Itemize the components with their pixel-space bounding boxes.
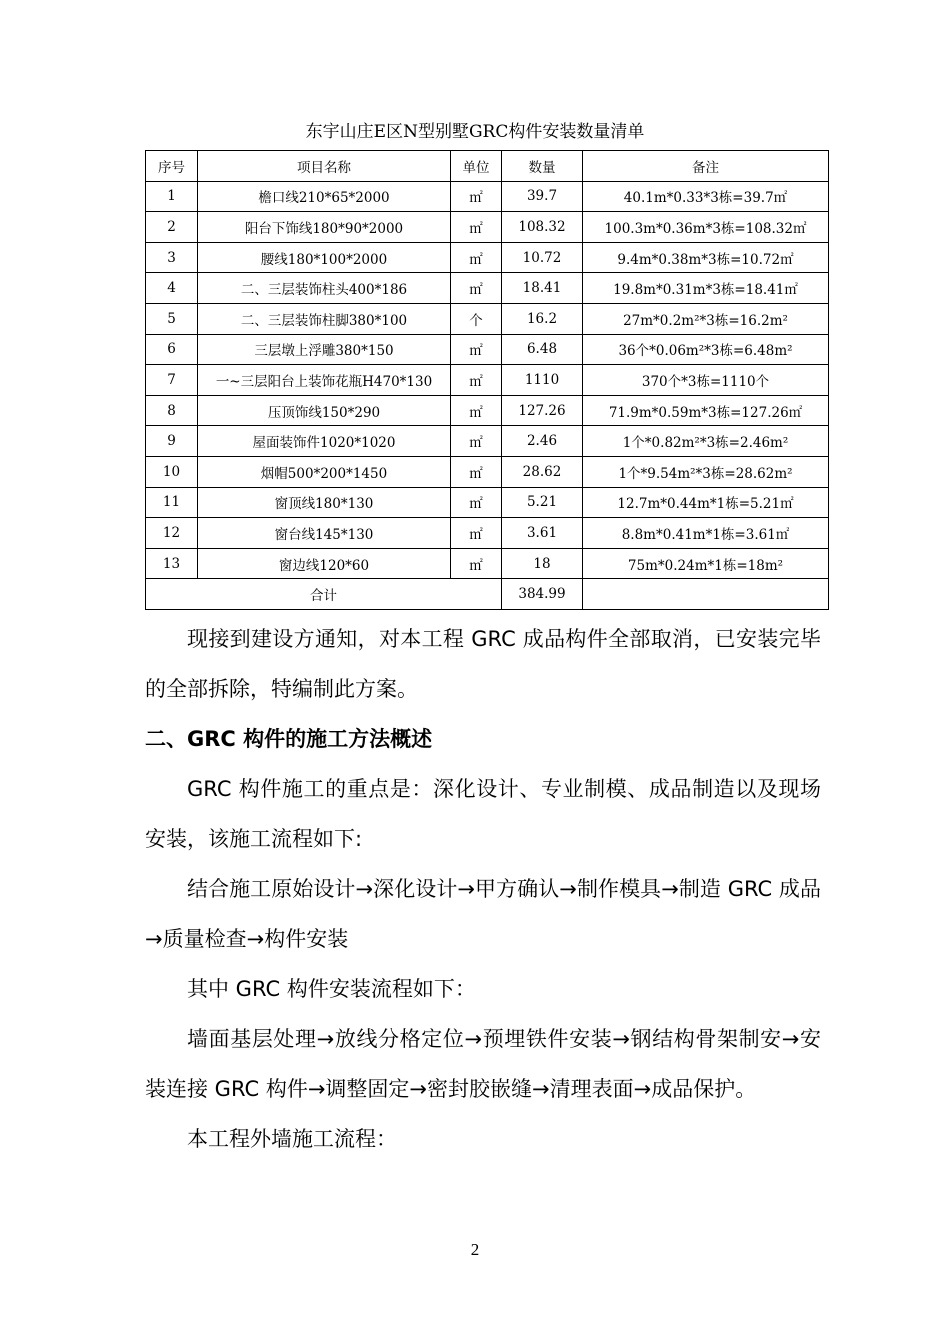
table-row — [146, 518, 829, 549]
row-remarks: 36个*0.06m²*3栋=6.48m² — [583, 334, 829, 365]
row-remarks: 8.8m*0.41m*1栋=3.61㎡ — [583, 518, 829, 549]
quantity-table — [145, 150, 829, 610]
header-unit: 单位 — [451, 151, 502, 182]
header-item-name: 项目名称 — [198, 151, 451, 182]
row-remarks: 370个*3栋=1110个 — [583, 365, 829, 396]
total-remarks — [583, 579, 829, 610]
header-quantity: 数量 — [502, 151, 583, 182]
row-remarks: 1个*9.54m²*3栋=28.62m² — [583, 456, 829, 487]
row-index: 8 — [146, 395, 198, 426]
paragraph-install-flow: 墙面基层处理→放线分格定位→预埋铁件安装→钢结构骨架制安→安装连接 GRC 构件→调整固定→密封胶嵌缝→清理表面→成品保护。 — [145, 1027, 821, 1101]
row-index: 2 — [146, 212, 198, 243]
row-index: 1 — [146, 181, 198, 212]
row-unit: ㎡ — [451, 456, 502, 487]
row-quantity: 28.62 — [502, 456, 583, 487]
row-index: 12 — [146, 518, 198, 549]
row-index: 9 — [146, 426, 198, 457]
row-unit: ㎡ — [451, 334, 502, 365]
row-remarks: 40.1m*0.33*3栋=39.7㎡ — [583, 181, 829, 212]
row-item-name: 窗顶线180*130 — [198, 487, 451, 518]
row-item-name: 烟帽500*200*1450 — [198, 456, 451, 487]
table-row — [146, 487, 829, 518]
table-row — [146, 181, 829, 212]
page-number: 2 — [470, 1240, 480, 1259]
row-index: 6 — [146, 334, 198, 365]
row-index: 3 — [146, 242, 198, 273]
table-title: 东宇山庄E区N型别墅GRC构件安装数量清单 — [305, 122, 645, 142]
header-index: 序号 — [146, 151, 198, 182]
table-row — [146, 426, 829, 457]
table-row — [146, 242, 829, 273]
row-item-name: 二、三层装饰柱头400*186 — [198, 273, 451, 304]
paragraph-process-flow: 结合施工原始设计→深化设计→甲方确认→制作模具→制造 GRC 成品→质量检查→构件安装 — [145, 877, 821, 951]
row-quantity: 18.41 — [502, 273, 583, 304]
table-total-row — [146, 579, 829, 610]
table-row — [146, 334, 829, 365]
row-item-name: 压顶饰线150*290 — [198, 395, 451, 426]
row-unit: ㎡ — [451, 273, 502, 304]
row-item-name: 窗边线120*60 — [198, 548, 451, 579]
paragraph-exterior-wall: 本工程外墙施工流程： — [187, 1127, 397, 1151]
row-quantity: 3.61 — [502, 518, 583, 549]
row-item-name: 窗台线145*130 — [198, 518, 451, 549]
row-item-name: 檐口线210*65*2000 — [198, 181, 451, 212]
table-row — [146, 212, 829, 243]
row-quantity: 108.32 — [502, 212, 583, 243]
table-row — [146, 273, 829, 304]
paragraph-key-points: GRC 构件施工的重点是：深化设计、专业制模、成品制造以及现场安装，该施工流程如下: — [145, 777, 821, 851]
row-remarks: 75m*0.24m*1栋=18m² — [583, 548, 829, 579]
row-quantity: 39.7 — [502, 181, 583, 212]
row-index: 10 — [146, 456, 198, 487]
row-quantity: 10.72 — [502, 242, 583, 273]
row-unit: ㎡ — [451, 395, 502, 426]
row-quantity: 2.46 — [502, 426, 583, 457]
row-index: 13 — [146, 548, 198, 579]
row-remarks: 1个*0.82m²*3栋=2.46m² — [583, 426, 829, 457]
total-value: 384.99 — [502, 579, 583, 610]
row-item-name: 二、三层装饰柱脚380*100 — [198, 303, 451, 334]
row-unit: ㎡ — [451, 242, 502, 273]
table-row — [146, 303, 829, 334]
table-header-row — [146, 151, 829, 182]
row-item-name: 一~三层阳台上装饰花瓶H470*130 — [198, 365, 451, 396]
row-index: 11 — [146, 487, 198, 518]
row-quantity: 127.26 — [502, 395, 583, 426]
row-unit: ㎡ — [451, 181, 502, 212]
row-remarks: 71.9m*0.59m*3栋=127.26㎡ — [583, 395, 829, 426]
row-item-name: 三层墩上浮雕380*150 — [198, 334, 451, 365]
row-index: 4 — [146, 273, 198, 304]
row-item-name: 腰线180*100*2000 — [198, 242, 451, 273]
section-heading: 二、GRC 构件的施工方法概述 — [145, 727, 433, 751]
table-row — [146, 395, 829, 426]
header-remarks: 备注 — [583, 151, 829, 182]
row-unit: ㎡ — [451, 426, 502, 457]
paragraph-notice: 现接到建设方通知，对本工程 GRC 成品构件全部取消，已安装完毕的全部拆除，特编制此方案。 — [145, 627, 821, 701]
row-remarks: 9.4m*0.38m*3栋=10.72㎡ — [583, 242, 829, 273]
row-quantity: 16.2 — [502, 303, 583, 334]
row-quantity: 5.21 — [502, 487, 583, 518]
row-remarks: 27m*0.2m²*3栋=16.2m² — [583, 303, 829, 334]
row-unit: ㎡ — [451, 487, 502, 518]
row-unit: ㎡ — [451, 212, 502, 243]
table-row — [146, 456, 829, 487]
row-index: 7 — [146, 365, 198, 396]
row-quantity: 6.48 — [502, 334, 583, 365]
row-unit: ㎡ — [451, 518, 502, 549]
table-row — [146, 548, 829, 579]
row-unit: 个 — [451, 303, 502, 334]
row-unit: ㎡ — [451, 548, 502, 579]
row-remarks: 12.7m*0.44m*1栋=5.21㎡ — [583, 487, 829, 518]
row-index: 5 — [146, 303, 198, 334]
total-label: 合计 — [146, 579, 502, 610]
row-remarks: 19.8m*0.31m*3栋=18.41㎡ — [583, 273, 829, 304]
table-body — [146, 181, 829, 579]
row-quantity: 18 — [502, 548, 583, 579]
row-item-name: 阳台下饰线180*90*2000 — [198, 212, 451, 243]
row-remarks: 100.3m*0.36m*3栋=108.32㎡ — [583, 212, 829, 243]
row-unit: ㎡ — [451, 365, 502, 396]
table-row — [146, 365, 829, 396]
row-item-name: 屋面装饰件1020*1020 — [198, 426, 451, 457]
body-text — [145, 614, 821, 1164]
paragraph-install-intro: 其中 GRC 构件安装流程如下： — [187, 977, 476, 1001]
row-quantity: 1110 — [502, 365, 583, 396]
